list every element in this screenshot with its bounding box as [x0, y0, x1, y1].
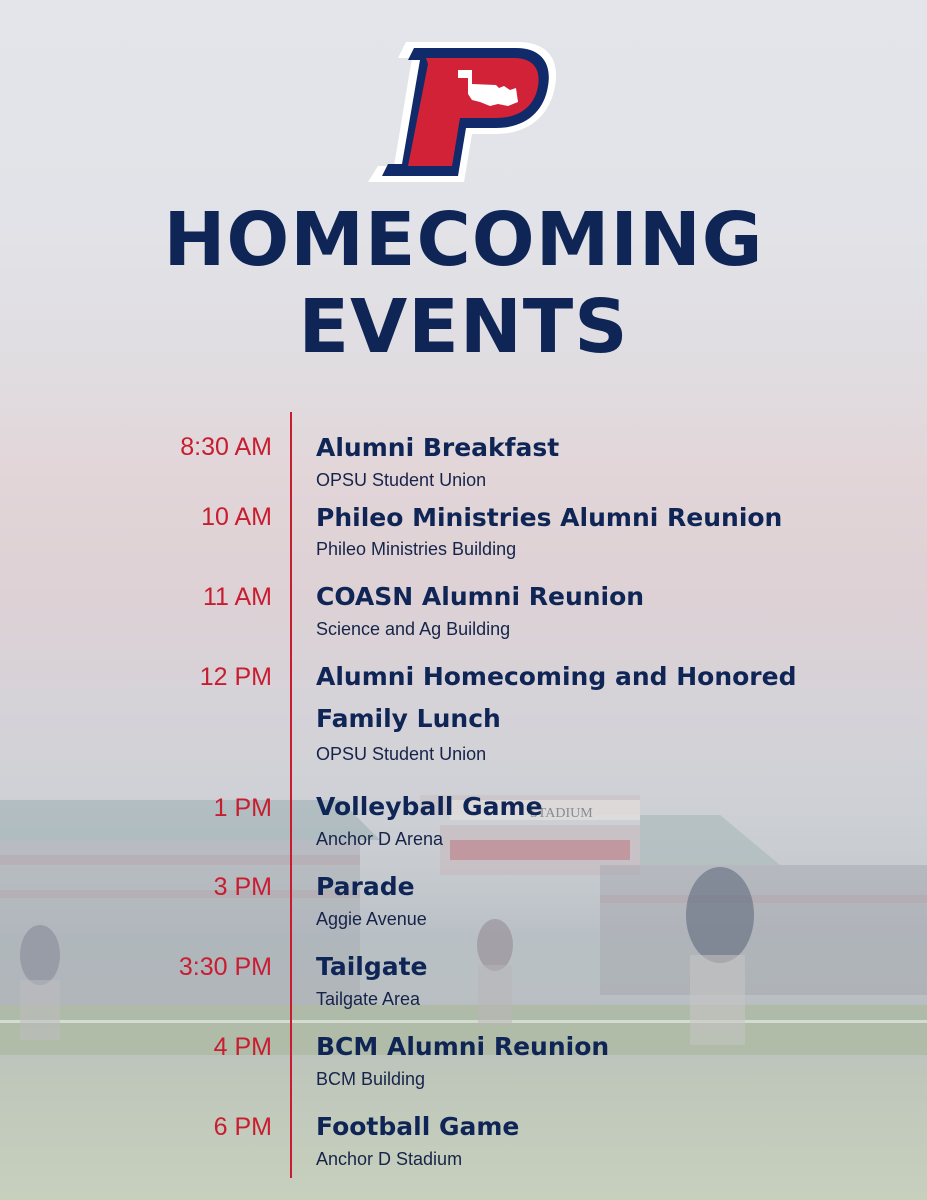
event-location: Phileo Ministries Building — [316, 539, 517, 559]
event-time: 6 PM — [213, 1113, 272, 1141]
stadium-background-image — [0, 795, 927, 1055]
event-time: 3 PM — [213, 873, 272, 901]
event-time: 4 PM — [213, 1033, 272, 1061]
event-location: OPSU Student Union — [316, 744, 487, 764]
event-name: Parade — [316, 872, 415, 901]
event-location: Anchor D Arena — [316, 829, 444, 849]
event-location: Aggie Avenue — [316, 909, 427, 929]
opsu-p-logo — [368, 38, 560, 186]
event-location: Anchor D Stadium — [316, 1149, 463, 1169]
event-time: 12 PM — [199, 663, 272, 691]
event-name: Alumni Breakfast — [316, 433, 560, 462]
event-time: 11 AM — [202, 583, 272, 611]
event-location: OPSU Student Union — [316, 470, 487, 490]
event-name-line-2: Family Lunch — [316, 704, 501, 733]
event-time: 1 PM — [213, 794, 272, 822]
event-time: 3:30 PM — [178, 953, 272, 981]
event-time: 8:30 AM — [180, 433, 272, 461]
event-name: Phileo Ministries Alumni Reunion — [316, 503, 783, 532]
event-name: COASN Alumni Reunion — [316, 582, 645, 611]
event-time: 10 AM — [201, 503, 272, 531]
event-name: Volleyball Game — [316, 792, 543, 821]
event-name: BCM Alumni Reunion — [316, 1032, 610, 1061]
title-line-1: HOMECOMING — [163, 197, 764, 283]
event-location: Science and Ag Building — [316, 619, 511, 639]
timeline-divider — [290, 412, 292, 1178]
event-name: Football Game — [316, 1112, 520, 1141]
stadium-sign: STADIUM — [530, 806, 593, 821]
event-location: BCM Building — [316, 1069, 426, 1089]
event-name: Tailgate — [316, 952, 428, 981]
event-name-line-1: Alumni Homecoming and Honored — [316, 662, 797, 691]
title-line-2: EVENTS — [298, 284, 629, 370]
event-location: Tailgate Area — [316, 989, 421, 1009]
